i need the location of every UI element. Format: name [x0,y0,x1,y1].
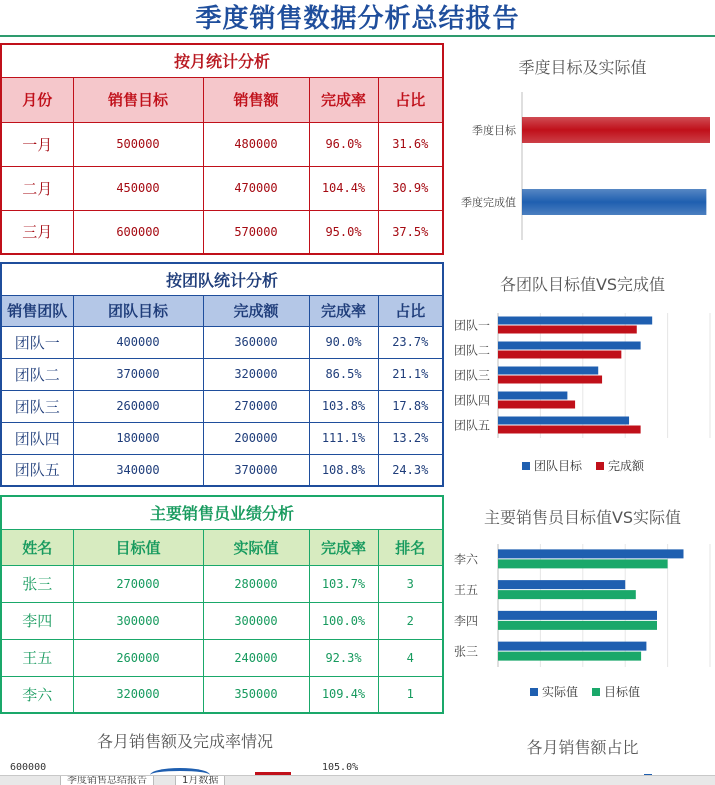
team-bar [498,376,602,384]
column-header: 排名 [378,529,443,565]
staff-bar [498,652,641,661]
monthly-y2-tick-top: 105.0% [322,762,359,773]
table-row [1,639,443,676]
target-cell[interactable]: 600000 [73,210,203,254]
rate-cell[interactable]: 103.8% [309,390,378,422]
rank-cell[interactable]: 4 [378,639,443,676]
chart-title-quarter: 季度目标及实际值 [518,58,647,77]
rate-cell[interactable]: 86.5% [309,358,378,390]
column-header: 姓名 [1,529,73,565]
team-bar [498,317,652,325]
column-header: 目标值 [73,529,203,565]
column-header: 销售额 [203,77,309,122]
rank-cell[interactable]: 1 [378,676,443,713]
team-bar [498,326,637,334]
staff-bar [498,642,646,651]
team-legend-swatch [522,462,530,470]
sales-cell[interactable]: 470000 [203,166,309,210]
staff-target-vs-actual-chart[interactable] [448,532,715,707]
team-bar [498,426,641,434]
table-row [1,122,443,166]
team-legend-label: 团队目标 [534,459,583,473]
team-bar [498,342,641,350]
staff-name-cell[interactable]: 王五 [1,639,73,676]
done-cell[interactable]: 270000 [203,390,309,422]
target-cell[interactable]: 320000 [73,676,203,713]
team-category-label: 团队二 [454,343,491,358]
column-header: 实际值 [203,529,309,565]
staff-name-cell[interactable]: 李四 [1,602,73,639]
staff-bar [498,621,657,630]
rate-cell[interactable]: 96.0% [309,122,378,166]
rate-cell[interactable]: 103.7% [309,565,378,602]
staff-bar [498,611,657,620]
table-row [1,422,443,454]
month-cell[interactable]: 二月 [1,166,73,210]
table-row [1,676,443,713]
staff-bar [498,549,684,558]
staff-legend-swatch [530,688,538,696]
staff-table [0,495,444,714]
team-cell[interactable]: 团队五 [1,454,73,486]
staff-legend-swatch [592,688,600,696]
done-cell[interactable]: 200000 [203,422,309,454]
target-cell[interactable]: 340000 [73,454,203,486]
rate-cell[interactable]: 104.4% [309,166,378,210]
target-cell[interactable]: 400000 [73,326,203,358]
staff-bar [498,590,636,599]
staff-legend-label: 实际值 [542,685,579,699]
month-cell[interactable]: 一月 [1,122,73,166]
staff-category-label: 李四 [454,613,479,628]
team-bar [498,367,598,375]
column-header: 占比 [378,295,443,326]
actual-cell[interactable]: 280000 [203,565,309,602]
target-cell[interactable]: 300000 [73,602,203,639]
share-cell[interactable]: 30.9% [378,166,443,210]
table-row [1,454,443,486]
table-row [1,602,443,639]
team-bar [498,351,621,359]
actual-cell[interactable]: 300000 [203,602,309,639]
team-cell[interactable]: 团队二 [1,358,73,390]
team-cell[interactable]: 团队一 [1,326,73,358]
done-cell[interactable]: 320000 [203,358,309,390]
monthly-table-caption: 按月统计分析 [1,44,443,77]
rate-cell[interactable]: 92.3% [309,639,378,676]
team-cell[interactable]: 团队四 [1,422,73,454]
column-header: 销售目标 [73,77,203,122]
team-category-label: 团队三 [454,368,491,383]
target-cell[interactable]: 260000 [73,390,203,422]
rate-cell[interactable]: 90.0% [309,326,378,358]
actual-cell[interactable]: 240000 [203,639,309,676]
team-legend-label: 完成额 [608,459,645,473]
team-target-vs-done-chart[interactable] [448,298,715,483]
column-header: 完成率 [309,529,378,565]
column-header: 完成额 [203,295,309,326]
team-category-label: 团队一 [454,318,491,333]
team-legend-swatch [596,462,604,470]
table-row [1,166,443,210]
sales-cell[interactable]: 570000 [203,210,309,254]
page-title: 季度销售数据分析总结报告 [195,4,520,34]
staff-bar [498,580,625,589]
table-row [1,358,443,390]
team-cell[interactable]: 团队三 [1,390,73,422]
column-header: 完成率 [309,295,378,326]
column-header: 月份 [1,77,73,122]
rate-cell[interactable]: 95.0% [309,210,378,254]
done-cell[interactable]: 370000 [203,454,309,486]
target-cell[interactable]: 180000 [73,422,203,454]
team-bar [498,401,575,409]
share-cell[interactable]: 13.2% [378,422,443,454]
monthly-table [0,43,444,255]
chart-title-staff: 主要销售员目标值VS实际值 [483,508,682,527]
done-cell[interactable]: 360000 [203,326,309,358]
staff-name-cell[interactable]: 李六 [1,676,73,713]
sheet-tab-bar [0,775,715,785]
chart-title-monthly: 各月销售额及完成率情况 [96,732,273,751]
column-header: 团队目标 [73,295,203,326]
rate-cell[interactable]: 111.1% [309,422,378,454]
quarter-bar [522,189,706,215]
share-cell[interactable]: 31.6% [378,122,443,166]
team-table-caption: 按团队统计分析 [1,263,443,295]
rank-cell[interactable]: 2 [378,602,443,639]
staff-name-cell[interactable]: 张三 [1,565,73,602]
team-bar [498,392,567,400]
sheet-tab-jan[interactable]: 1月数据 [175,776,225,785]
chart-title-team: 各团队目标值VS完成值 [499,275,666,294]
table-row [1,210,443,254]
share-cell[interactable]: 17.8% [378,390,443,422]
target-cell[interactable]: 450000 [73,166,203,210]
team-bar [498,417,629,425]
column-header: 销售团队 [1,295,73,326]
sheet-tab-summary[interactable]: 季度销售总结报告 [60,776,154,785]
share-cell[interactable]: 23.7% [378,326,443,358]
table-row [1,326,443,358]
column-header: 占比 [378,77,443,122]
quarter-bar [522,117,710,143]
sales-cell[interactable]: 480000 [203,122,309,166]
table-row [1,565,443,602]
table-row [1,390,443,422]
target-cell[interactable]: 260000 [73,639,203,676]
staff-legend-label: 目标值 [604,685,641,699]
target-cell[interactable]: 500000 [73,122,203,166]
target-cell[interactable]: 370000 [73,358,203,390]
rate-cell[interactable]: 100.0% [309,602,378,639]
monthly-y-tick-top: 600000 [10,762,47,773]
team-category-label: 团队四 [454,393,491,408]
actual-cell[interactable]: 350000 [203,676,309,713]
rate-cell[interactable]: 109.4% [309,676,378,713]
share-cell[interactable]: 24.3% [378,454,443,486]
quarter-category-label: 季度目标 [472,124,516,137]
quarter-category-label: 季度完成值 [461,196,516,209]
team-category-label: 团队五 [454,418,491,433]
staff-category-label: 张三 [454,644,479,659]
rank-cell[interactable]: 3 [378,565,443,602]
chart-title-pie: 各月销售额占比 [526,738,639,757]
staff-category-label: 李六 [454,552,479,567]
share-cell[interactable]: 37.5% [378,210,443,254]
quarter-target-actual-chart[interactable] [448,80,715,250]
share-cell[interactable]: 21.1% [378,358,443,390]
column-header: 完成率 [309,77,378,122]
staff-category-label: 王五 [454,583,479,598]
staff-table-caption: 主要销售员业绩分析 [1,496,443,529]
staff-bar [498,559,668,568]
team-table [0,262,444,487]
month-cell[interactable]: 三月 [1,210,73,254]
rate-cell[interactable]: 108.8% [309,454,378,486]
report-title-bar [0,0,715,37]
target-cell[interactable]: 270000 [73,565,203,602]
